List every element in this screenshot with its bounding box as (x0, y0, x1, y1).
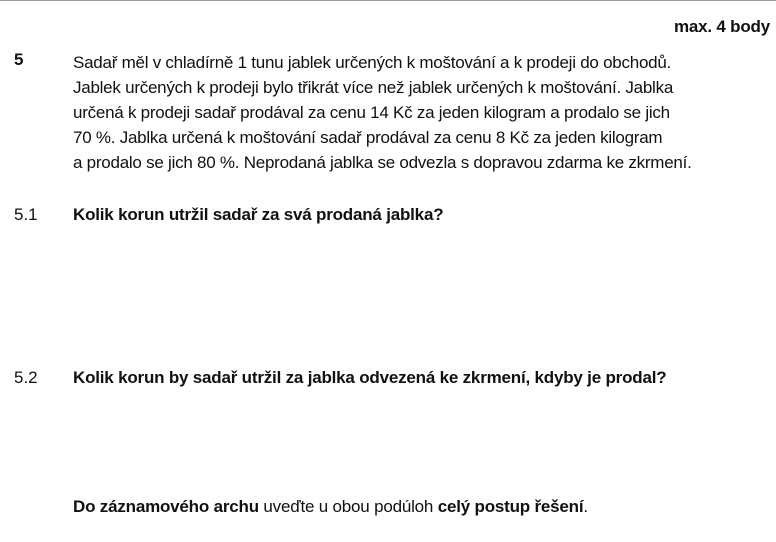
problem-line: 70 %. Jablka určená k moštování sadař prodával za cenu 8 Kč za jeden kilogram (73, 128, 663, 147)
max-points-label: max. 4 body (673, 17, 770, 36)
answer-sheet-instruction (73, 497, 588, 517)
problem-line: určená k prodeji sadař prodával za cenu 14 Kč za jeden kilogram a prodalo se jich (73, 103, 670, 122)
subquestion-number-5-1: 5.1 (14, 205, 38, 224)
subquestion-text-5-1: Kolik korun utržil sadař za svá prodaná jablka? (73, 205, 444, 224)
instruction-answer-sheet: Do záznamového archu (73, 497, 259, 516)
subquestion-number-5-2: 5.2 (14, 368, 38, 387)
instruction-full-solution: celý postup řešení (437, 497, 584, 516)
problem-line: Sadař měl v chladírně 1 tunu jablek určených k moštování a k prodeji do obchodů. (73, 53, 672, 72)
problem-statement (73, 50, 773, 175)
problem-number: 5 (14, 50, 24, 69)
subquestion-text-5-2: Kolik korun by sadař utržil za jablka odvezená ke zkrmení, kdyby je prodal? (73, 368, 667, 387)
instruction-middle: uveďte u obou podúloh (258, 497, 438, 516)
problem-line: Jablek určených k prodeji bylo třikrát více než jablek určených k moštování. Jablka (73, 78, 674, 97)
instruction-period: . (583, 497, 588, 516)
top-divider (0, 0, 776, 1)
problem-line: a prodalo se jich 80 %. Neprodaná jablka se odvezla s dopravou zdarma ke zkrmení. (73, 153, 692, 172)
